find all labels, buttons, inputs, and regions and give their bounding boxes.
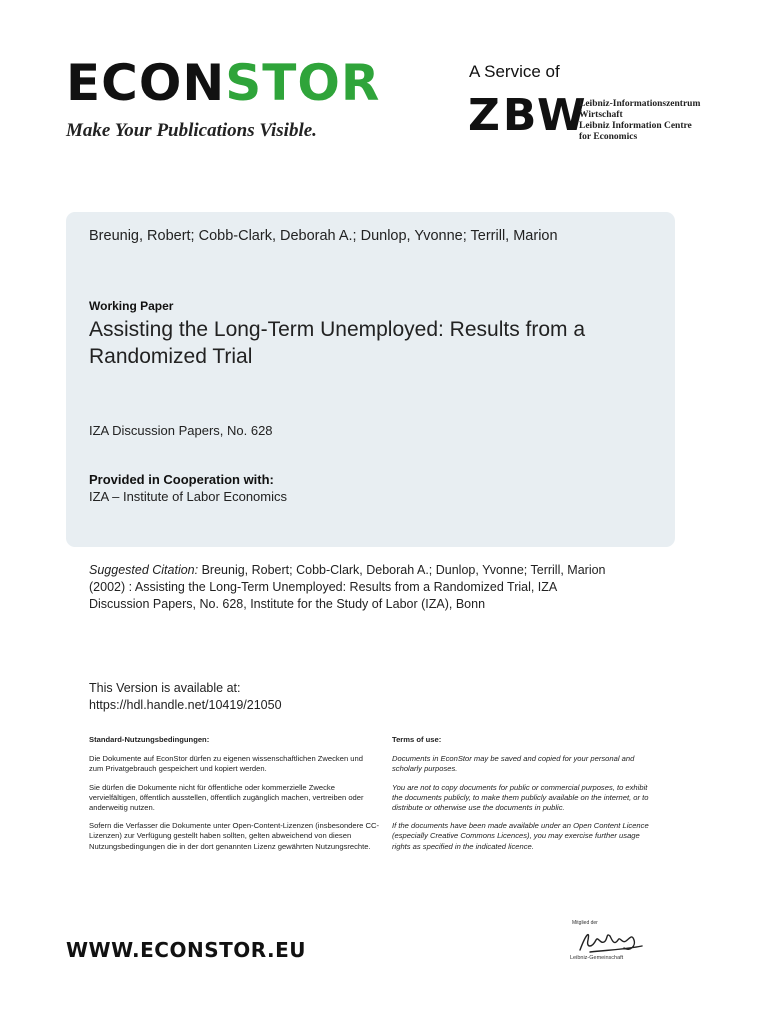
handle-link[interactable]: https://hdl.handle.net/10419/21050	[89, 698, 282, 712]
cooperation-org: IZA – Institute of Labor Economics	[89, 489, 287, 504]
terms-german-paragraph: Die Dokumente auf EconStor dürfen zu eigenen wissenschaftlichen Zwecken und zum Privatgebrauch gespeichert und kopiert werden.	[89, 754, 363, 774]
paper-title: Assisting the Long-Term Unemployed: Results from a Randomized Trial	[89, 318, 586, 368]
version-label: This Version is available at:	[89, 681, 241, 695]
suggested-citation	[89, 562, 609, 613]
zbw-line: Wirtschaft	[579, 110, 623, 120]
leibniz-logo	[566, 920, 648, 970]
series: IZA Discussion Papers, No. 628	[89, 423, 273, 438]
terms-german-paragraph: Sofern die Verfasser die Dokumente unter Open-Content-Lizenzen (insbesondere CC-Lizenzen) zur Verfügung gestellt haben sollten, gelten abweichend von diesen Nutzungsbedingungen die in der dort genannten Lizenz gewährten Nutzungsrechte.	[89, 821, 379, 851]
leibniz-signature-icon	[576, 926, 646, 956]
service-of-label: A Service of	[469, 62, 560, 81]
terms-english-paragraph: You are not to copy documents for public or commercial purposes, to exhibit the documents publicly, to make them publicly available on the internet, or to distribute or otherwise use the documents in public.	[392, 782, 649, 813]
terms-english-paragraph: If the documents have been made available under an Open Content Licence (especially Creative Commons Licences), you may exercise further usage rights as specified in the indicated licence.	[392, 821, 649, 851]
zbw-logo: ZBW	[468, 90, 589, 141]
terms-english-heading: Terms of use:	[392, 735, 442, 744]
cooperation-label: Provided in Cooperation with:	[89, 472, 274, 487]
terms-german-paragraph: Sie dürfen die Dokumente nicht für öffentliche oder kommerzielle Zwecke vervielfältigen, öffentlich ausstellen, öffentlich zugänglich machen, vertreiben oder anderweitig nutzen.	[89, 782, 364, 813]
tagline: Make Your Publications Visible.	[66, 120, 317, 141]
document-type: Working Paper	[89, 299, 174, 313]
footer-url: WWW.ECONSTOR.EU	[66, 938, 307, 962]
terms-english	[392, 735, 657, 860]
citation-label: Suggested Citation:	[89, 563, 199, 577]
zbw-line: for Economics	[579, 132, 638, 142]
leibniz-member-label: Mitglied der	[572, 920, 598, 926]
authors: Breunig, Robert; Cobb-Clark, Deborah A.; Dunlop, Yvonne; Terrill, Marion	[89, 228, 558, 244]
leibniz-gemeinschaft-label: Leibniz-Gemeinschaft	[570, 955, 624, 961]
econstor-logo	[66, 54, 381, 112]
terms-german	[89, 735, 379, 860]
logo-suffix: STOR	[225, 54, 381, 112]
zbw-institution-name	[579, 99, 700, 143]
zbw-line: Leibniz-Informationszentrum	[579, 99, 701, 109]
terms-german-heading: Standard-Nutzungsbedingungen:	[89, 735, 210, 744]
zbw-line: Leibniz Information Centre	[579, 121, 692, 131]
logo-prefix: ECON	[66, 54, 226, 112]
citation-text: Breunig, Robert; Cobb-Clark, Deborah A.; Dunlop, Yvonne; Terrill, Marion (2002) : Assisting the Long-Term Unemployed: Results from a Randomized Trial, IZA Discussion Papers, No. 628, Institute for the Study of Labor (IZA), Bonn	[89, 563, 606, 611]
terms-english-paragraph: Documents in EconStor may be saved and copied for your personal and scholarly purposes.	[392, 754, 635, 774]
